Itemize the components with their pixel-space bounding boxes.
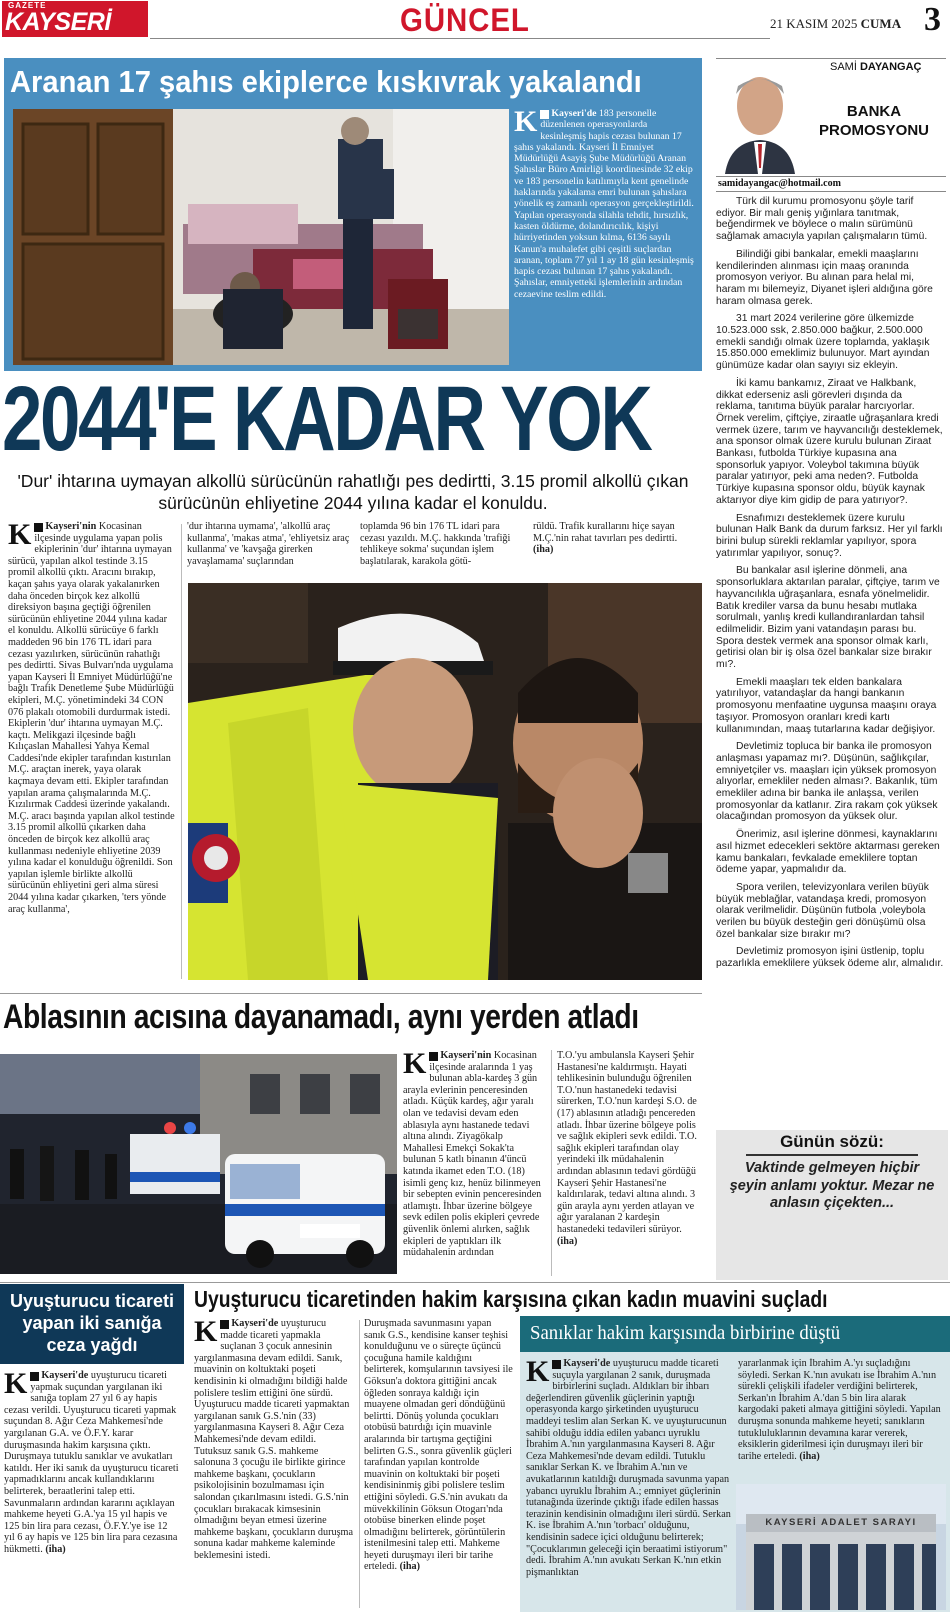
issue-date	[770, 16, 901, 32]
story6-col1-text: uyuşturucu madde ticareti suçuyla yargılanan 2 sanık, duruşmada birbirlerini suçladı. Aldıkları bir ihbarı değerlendiren güvenlik güçlerinin yaptığı operasyonda kargo şirketinden uyuşturucu maddeyi teslim alan Serkan K. ve uyuşturucunun sahibi olduğu iddia edilen yabancı uyruklu İbrahim A.'nın yargılanmasına Kayseri 8. Ağır Ceza Mahkemesi'nde devam edildi. Tutuklu sanıklar Serkan K. ve İbrahim A.'nın ve avukatlarının katıldığı duruşmada savunma yapan yabancı uyruklu İbrahim A.; emniyet güçlerinin tutanağında üzerinde çıktığı ifade edilen hassas terazinin kendisinin olmadığını ileri sürdü. Serkan K. ise İbrahim A.'nın 'torbacı' olduğunu, kendisinin sadece içici olduğunu belirterek; "Çocuklarımın geleceği için beraatimi istiyorum" dedi. İbrahim A.'nın avukatı Serkan K.'nın etkin pişmanlıktan	[526, 1358, 731, 1578]
main-story-col1	[8, 521, 176, 979]
quote-box	[716, 1130, 948, 1280]
bullet-square	[552, 1360, 561, 1369]
main-story-photo	[188, 583, 702, 980]
column-paragraph: Esnafımızı desteklemek üzere kurulu bulunan Halk Bank da durum farksız. Her yıl farklı birini bulup sürekli reklamlar yapılıyor, spora yatırımlar yapılıyor, sonuç?.	[716, 512, 943, 559]
story6-col2-text: yararlanmak için İbrahim A.'yı suçladığını söyledi. Serkan K.'nın avukatı ise İbrahim A.'nın sürekli çelişkili ifadeler verdiğini belirterek, Serkan'ın İbrahim A.'dan 5 bin lira alarak kargodaki paketi almaya gittiğini söyledi. Yapılan duruşma sonunda mahkeme heyeti; sanıkların tutukluluklarının devamına karar vererek, eksiklerin giderilmesi için duruşmayı ileri bir tarihe erteledi.	[738, 1358, 941, 1462]
day-text: CUMA	[860, 16, 902, 31]
story1-photo	[13, 109, 509, 365]
bullet-square	[429, 1052, 438, 1061]
column-body	[716, 196, 944, 1126]
main-col1-text: Kocasinan ilçesinde uygulama yapan polis ekiplerinin 'dur' ihtarına uymayan sürücü, yapılan alkol testinde 3.15 promil alkollü çıktı. Aracını bırakıp, kaçan şahıs yaya olarak yakalanırken daha önceden birçok kez alkollü direksiyon başına geçtiği öğrenilen sürücünün ehliyetine 2044 yılına kadar el konuldu. Alkollü sürücüye 6 farklı maddeden 96 bin 176 TL idari para cezası yazılırken, sürücünün rahatlığı pes dedirtti. Sivas Bulvarı'nda uygulama yapan Kayseri İl Emniyet Müdürlüğü'ne bağlı Trafik Denetleme Şube Müdürlüğü ekipleri, M.Ç. yönetimindeki 34 CON 076 plakalı otomobili durdurmak istedi. Ekiplerin 'dur' ihtarına uymayan M.Ç. kaçtı. Melikgazi ilçesinde bağlı Kılıçaslan Mahallesi Yahya Kemal Caddesi'nde ekipler tarafından kıstırılan M.Ç. araçtan inerek, yaya olarak kaçmaya devam etti. Ekipler tarafından yapılan arama çalışmalarında M.Ç. Kızılırmak Caddesi üzerinde yakalandı. M.Ç. aracı başında yapılan alkol testinde 3.15 promil alkollü çıkarken daha önceden de birçok kez alkollü araç kullanması nedeniyle ehliyetine 2039 yılına kadar el konulduğu öğrenildi. Son yapılan işlemle birlikte alkollü sürücünün ehliyetini geri alma süresi 2044 yılına kadar çıkarken, 'ters yönde araç kullanma',	[8, 521, 175, 915]
column-paragraph: Önerimiz, asıl işlerine dönmesi, kaynaklarını asıl hizmet edecekleri sektöre aktarması gereken kamu bankaları, fevkalade emeklilere toptan ödeme yapar, yapmalıdır da.	[716, 829, 940, 876]
story3-col2	[557, 1050, 700, 1278]
author-first-name: SAMİ	[830, 61, 857, 73]
story4-body	[4, 1370, 180, 1610]
story4-credit: (iha)	[45, 1543, 66, 1555]
story-defendants	[520, 1316, 950, 1612]
main-lead-word: Kayseri'nin	[45, 521, 97, 532]
quote-text: Vaktinde gelmeyen hiçbir şeyin anlamı yoktur. Mezar ne anlasın çiçekten...	[729, 1160, 935, 1211]
author-portrait-icon	[720, 64, 800, 174]
opinion-column	[716, 58, 950, 1282]
story1-text: 183 personelle düzenlenen operasyonlarda kesinleşmiş hapis cezası bulunan 17 şahıs yakalandı. Kayseri İl Emniyet Müdürlüğü Asayiş Şube Müdürlüğü Aranan Şahıslar Büro Amirliği koordinesinde 32 ekip ve 183 personelin katılımıyla kent genelinde haklarında yakalama emri bulunan şahıslara yönelik eş zamanlı operasyon gerçekleştirildi. Yapılan operasyonda silahla tehdit, hırsızlık, kasten öldürme, dolandırıcılık, kişiyi hürriyetinden yoksun kılma, 6136 sayılı Kanun'a muhalefet gibi çeşitli suçlardan aranan, toplam 77 yıl 1 ay 18 gün kesinleşmiş hapis cezası bulunan 17 şahıs yakalandı. Şahıslar, emniyetteki işlemlerinin ardından cezaevine teslim edildi.	[514, 108, 694, 300]
story1-headline: Aranan 17 şahıs ekiplerce kıskıvrak yakalandı	[10, 64, 642, 99]
email-rule-bottom	[716, 191, 946, 192]
story5-credit: (iha)	[399, 1561, 421, 1573]
police-officer-and-driver-illustration	[188, 583, 702, 980]
story4-text: uyuşturucu ticareti yapmak suçundan yargılanan iki sanığa toplam 27 yıl 6 ay hapis cezası verildi. Uyuşturucu ticareti yapmak suçundan 8. Ağır Ceza Mahkemesi'nde yargılanan G.A. ve Ö.F.Y. karar duruşmasında hakim karşısına çıktı. Duruşmaya tutuklu sanıklar ve avukatları katıldı. Her iki sanık da uyuşturucu ticareti yapmadıklarını ancak kullandıklarını belirterek, beraatlerini talep etti. Savunmaların ardından kararını açıklayan mahkeme heyeti G.A.'ya 15 yıl hapis ve 125 bin lira para cezası, Ö.F.Y.'ye ise 12 yıl 6 ay hapis ve 125 bin lira para cezasına hükmetti.	[4, 1370, 179, 1555]
quote-title: Günün sözü:	[780, 1132, 884, 1151]
main-story-col4	[533, 521, 698, 573]
story5-col1-text: uyuşturucu madde ticareti yapmakla suçlanan 3 çocuk annesinin yargılanmasına devam edildi. Sanık, muavinin on koltuktaki poşeti kendisinin ki olmadığını bildiği halde polislere teslim ettiğini öne sürdü. Uyuşturucu madde ticareti yapmaktan yargılanan sanık G.S.'nin (33) yargılanmasına Kayseri 8. Ağır Ceza Mahkemesi'nde devam edildi. Tutuksuz sanık G.S. mahkeme salonuna 3 çocuğu ile birlikte girince mahkeme başkanı, çocukların psikolojisinin bozulmaması için salondan çıkarılmasını istedi. G.S.'nin çocukları bırakacak kimsesinin olmadığını beyan etmesi üzerine mahkeme başkanı, çocukların duruşma sonuna kadar mahkeme kaleminde beklemesini istedi.	[194, 1318, 353, 1561]
police-cars-night-illustration	[0, 1054, 397, 1274]
main-subhead: 'Dur' ihtarına uymayan alkollü sürücünün rahatlığı pes dedirtti, 3.15 promil alkollü çıkan sürücünün ehliyetine 2044 yılına kadar el konuldu.	[17, 471, 689, 513]
masthead	[0, 0, 950, 42]
author-last-name: DAYANGAÇ	[859, 61, 922, 73]
column-paragraph: Bu bankalar asıl işlerine dönmeli, ana sponsorluklara aktarılan paralar, çiftçiye, tarım ve hayvancılıkla uğraşanlara, esnafa yönelmelidir. Batık krediler varsa da bunu hesabı mutlaka sorulmalı, yanlış kredi kullandıranlardan tahsil edilmelidir. Bizim yani vatandaşın parası bu. Spora destek vermek ana sponsor olmak karlı, getirisi olan bir iş olsa özel bankalar size bırakır mı?.	[716, 565, 940, 671]
courthouse-sign: KAYSERİ ADALET SARAYI	[765, 1517, 917, 1528]
story6-lead-word: Kayseri'de	[563, 1358, 611, 1369]
main-credit: (iha)	[533, 544, 554, 556]
column-paragraph: Emekli maaşları tek elden bankalara yatırılıyor, vatandaşlar da hangi bankanın promosyonu menfaatine uygunsa maaşını oraya taşıyor. Promosyon oranları kredi kartı kullanımından, maaş tutarlarına kadar değişiyor.	[716, 676, 937, 735]
column-divider	[551, 1050, 552, 1276]
story6-headline: Sanıklar hakim karşısında birbirine düştü	[530, 1322, 841, 1344]
story3-credit: (iha)	[557, 1235, 578, 1247]
quote-title-underline	[746, 1154, 918, 1156]
author-avatar	[720, 64, 800, 174]
story1-body	[514, 108, 694, 366]
story5-headline: Uyuşturucu ticaretinden hakim karşısına çıkan kadın muavini suçladı	[194, 1286, 828, 1312]
story4-headline: Uyuşturucu ticareti yapan iki sanığa ceza yağdı	[9, 1291, 175, 1355]
story3-col2-text: T.O.'yu ambulansla Kayseri Şehir Hastanesi'ne kaldırmıştı. Hayati tehlikesinin bulunduğu öğrenilen T.O.'nun hastanedeki tedavisi sürerken, T.O.'nun kardeşi S.O. de (17) ablasının atladığı pencereden atladı. İhbar üzerine bölgeye polis ve sağlık ekipleri sevk edildi. T.O. sağlık ekipleri tarafından olay yerindeki ilk müdahalenin ardından ablasının tedavi gördüğü Kayseri Şehir Hastanesi'ne kaldırılarak, tedavi altına alındı. 3 gün arayla aynı yerden atlayan ve ağır yaralanan 2 kardeşin hastanedeki tedavileri sürüyor.	[557, 1050, 697, 1235]
bullet-square	[34, 523, 43, 532]
bullet-square	[30, 1372, 39, 1381]
column-paragraph: Türk dil kurumu promosyonu şöyle tarif ediyor. Bir malı geniş yığınlara tanıtmak, beğendirmek ve böylece o malın sürümünü sağlamak amacıyla yapılan çalışmaların tümü.	[716, 196, 928, 243]
column-paragraph: Bilindiği gibi bankalar, emekli maaşlarını kendilerinden alınması için maaş oranında promosyon veriyor. Bu alınan para helal mi, haram mı bilemeyiz, Diyanet işleri aldığına göre haram olmasa gerek.	[716, 248, 933, 307]
column-paragraph: Spora verilen, televizyonlara verilen büyük büyük meblağlar, vatandaşa kredi, promosyon olarak verilmelidir. Düşünün futbola ,voleybola verilen bu büyük desteğin geri dönüşümü olsa özel bankalar size bırakır mı?	[716, 881, 929, 940]
story3-col1	[403, 1050, 545, 1278]
main-story-col3: toplamda 96 bin 176 TL idari para cezası yazıldı. M.Ç. hakkında 'trafiği tehlikeye sokma' suçundan işlem başlatılarak, karakola götü-	[360, 521, 511, 567]
logo-main-text: KAYSERİ	[5, 8, 111, 36]
dropcap: K	[514, 108, 538, 138]
column-title-line2: PROMOSYONU	[818, 122, 929, 139]
story6-credit: (iha)	[799, 1450, 820, 1462]
bottom-rule	[0, 1282, 950, 1283]
story4-lead-word: Kayseri'de	[41, 1370, 89, 1381]
dropcap: K	[8, 521, 32, 551]
column-paragraph: İki kamu bankamız, Ziraat ve Halkbank, dikkat ederseniz asli görevleri dışında da reklama, tanıtıma büyük paralar harcıyorlar. Örnek verelim, çiftçiye, ziraatle uğraşanlara kredi vermek üzere, tarım ve hayvancılığı desteklemek, ana sponsor olmak üzere kurulu bulunan Ziraat Bankası, futbolda Türkiye kupasına ana sponsorluk yapıyor. Voleybol takımına büyük paralar yatırıyor, peki ama neden?. Futbolda Türkiye kupasına sponsor oldu, büyük kaynak aktarıyor diye kim gidip de para yatırıyor?.	[716, 377, 943, 506]
story-wanted-persons	[4, 58, 702, 371]
story1-lead-word: Kayseri'de	[551, 108, 597, 119]
column-paragraph: 31 mart 2024 verilerine göre ülkemizde 10.523.000 ssk, 2.850.000 bağkur, 2.500.000 emekli sandığı olmak üzere toplamda, yaklaşık 15.850.000 emeklimiz bulunuyor. Mart ayından günümüze kadar olan sayıyı siz ekleyin.	[716, 313, 930, 372]
story3-headline: Ablasının acısına dayanamadı, aynı yerden atladı	[3, 998, 639, 1036]
column-author	[830, 61, 922, 73]
page-number: 3	[924, 1, 941, 38]
main-headline	[2, 372, 702, 462]
story6-col2	[738, 1358, 944, 1468]
story3-col1-text: Kocasinan ilçesinde aralarında 1 yaş bulunan abla-kardeş 3 gün arayla evlerinin penceresinden atladı. Küçük kardeş, ağır yaralı olan ve tedavisi devam eden ablasıyla aynı hastanede tedavi altına alındı. Ziyagökalp Mahallesi Emekçi Sokak'ta bulunan 5 katlı binanın 4'üncü katında ikamet eden T.O. (18) isimli genç kız, henüz bilinmeyen bir sebepten evinin penceresinden atlamıştı. İhbar üzerine bölgeye sevk edilen polis ekipleri çevrede güvenlik önlemi alırken, sağlık ekipleri de yaptıkları ilk müdahalenin ardından	[403, 1050, 542, 1259]
room-scene-illustration	[13, 109, 509, 365]
dropcap: K	[403, 1050, 427, 1080]
dropcap: K	[526, 1358, 550, 1388]
story5-col1	[194, 1318, 354, 1610]
story3-rule	[0, 993, 702, 994]
story-drug-trade-sentence	[0, 1284, 184, 1612]
bullet-square	[220, 1320, 229, 1329]
courthouse-building-illustration	[736, 1484, 946, 1610]
main-headline-text: 2044'E KADAR YOK	[2, 372, 651, 462]
column-email[interactable]: samidayangac@hotmail.com	[718, 178, 841, 189]
story6-headline-box	[520, 1316, 950, 1352]
story5-col2	[364, 1318, 514, 1610]
date-text: 21 KASIM 2025	[770, 16, 858, 31]
section-title: GÜNCEL	[400, 2, 530, 38]
column-divider	[181, 524, 182, 979]
email-rule-top	[716, 176, 946, 177]
story5-lead-word: Kayseri'de	[231, 1318, 279, 1329]
courthouse-photo	[736, 1484, 946, 1610]
column-paragraph: Devletimiz topluca bir banka ile promosyon anlaşması yapamaz mı?. Düşünün, sağlıkçılar, emniyetçiler vs. maaşları için yüksek promosyon alıyorlar, emekliler neden alması?. Bakanlık, tüm emekliler adına bir banka ile anlaşsa, verilen promosyonlar da katlanır. Zira rakam çok yüksek olacağından promosyon da yüksek olur.	[716, 741, 938, 823]
bullet-square	[540, 110, 549, 119]
story3-lead-word: Kayseri'nin	[440, 1050, 492, 1061]
column-divider	[359, 1320, 360, 1608]
main-col4-text: rüldü. Trafik kurallarını hiçe sayan M.Ç.'nin rahat tavırları pes dedirtti.	[533, 521, 678, 544]
dropcap: K	[4, 1370, 28, 1400]
logo-top-text: GAZETE	[8, 1, 47, 10]
logo[interactable]	[2, 1, 148, 37]
masthead-rule	[150, 38, 770, 39]
column-title	[804, 102, 944, 140]
story3-photo	[0, 1054, 397, 1274]
story5-col2-text: Duruşmada savunmasını yapan sanık G.S., kendisine kanser teşhisi konulduğunu ve o süreçte üçüncü çocuğuna hamile kaldığını belirterek, komşularının tavsiyesi ile Göksun'a doktora gittiğini ancak öğleden sonraya kaldığı için muayene olmadan geri döndüğünü belirtti. Dönüş yolunda çocukları otobüsü batırdığı için muavinle aralarında bir tartışma geçtiğini belirten G.S., sonra güvenlik güçleri tarafından yapılan kontrolde muavinin on koltuktaki bir poşeti kendisininmiş gibi polislere teslim ettiğini söyledi. G.S.'nin avukatı da müvekkilinin Göksun Otogarı'nda otobüse binerken elinde poşet olmadığını belirterek, görüntülerin istenilmesini talep etti. Mahkeme heyeti duruşmayı ileri bir tarihe erteledi.	[364, 1318, 513, 1573]
main-story-col2: 'dur ihtarına uymama', 'alkollü araç kullanma', 'makas atma', 'ehliyetsiz araç kullanma' ve 'kavşağa girerken yavaşlamama' suçlarından	[187, 521, 350, 567]
column-title-line1: BANKA	[846, 103, 902, 120]
dropcap: K	[194, 1318, 218, 1348]
story6-col1	[526, 1358, 732, 1610]
column-header-rule	[716, 58, 946, 59]
story4-headline-box	[0, 1284, 184, 1364]
column-paragraph: Devletimiz promosyon işini üstlenip, toplu pazarlıkla emeklilere yüksek ödeme alır, almalıdır.	[716, 946, 944, 970]
